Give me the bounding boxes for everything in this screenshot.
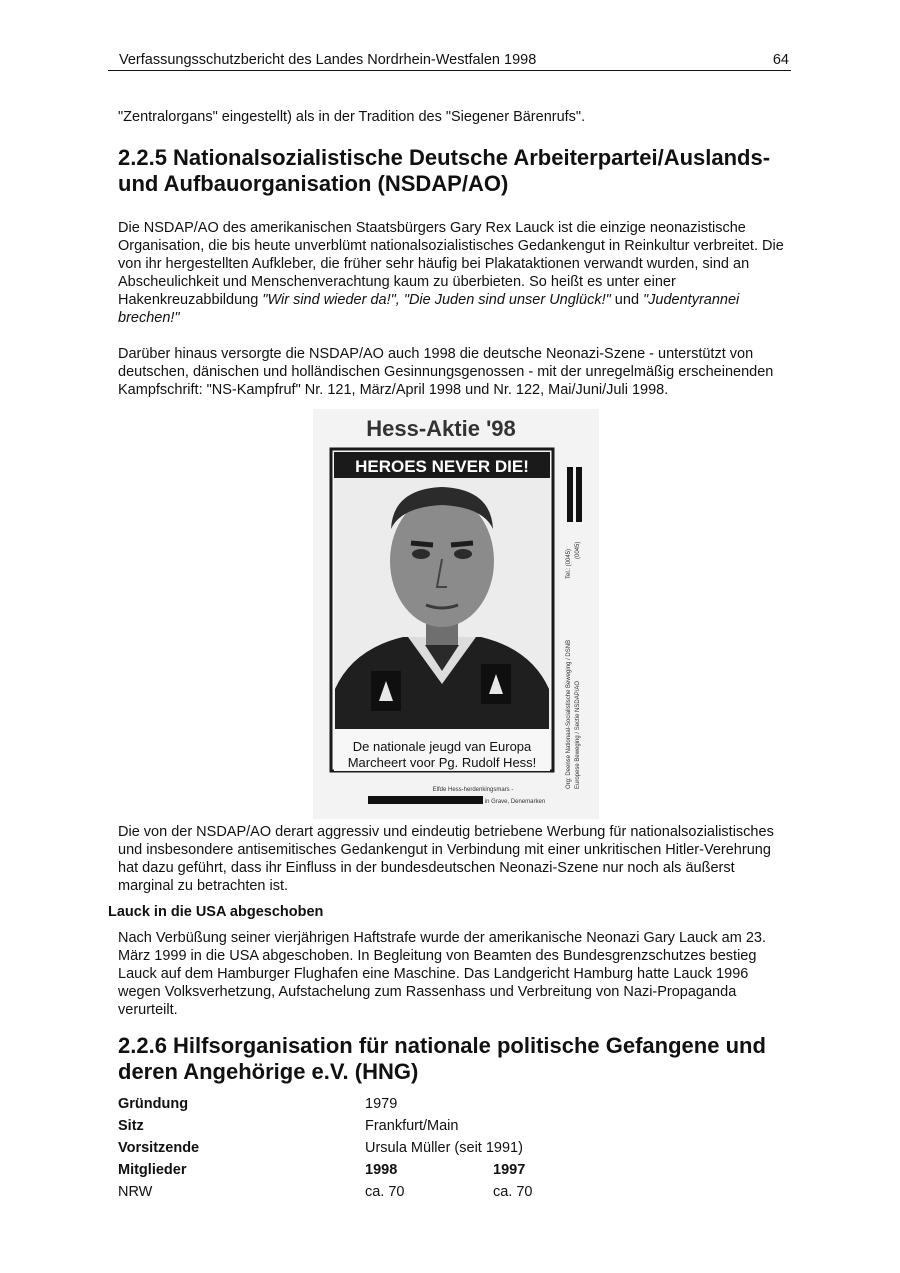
fact-value: 1979 (365, 1096, 398, 1112)
poster-footer-line2: in Grave, Denemarken (484, 799, 546, 805)
nsdap-p1-quote2: "Judentyrannei brechen!" (118, 292, 740, 326)
subsection-heading-lauck: Lauck in die USA abgeschoben (108, 904, 324, 920)
fact-label: Sitz (118, 1118, 144, 1134)
fact-value: Frankfurt/Main (365, 1118, 459, 1134)
members-count-1997: ca. 70 (493, 1184, 533, 1200)
page-number: 64 (772, 52, 789, 68)
table-row (118, 1181, 548, 1203)
table-row (118, 1093, 548, 1115)
hess-poster-image (313, 409, 599, 819)
page-header (108, 52, 791, 71)
nsdap-p1-text: Die NSDAP/AO des amerikanischen Staatsbürgers Gary Rex Lauck ist die einzige neonazistische Organisation, die bis heute unverblümt nationalsozialistisches Gedankengut in Reinkultur verbreitet. Die von ihr hergestellten Aufkleber, die früher sehr häufig bei Plakataktionen verwandt wurden, sind an Abscheulichkeit und Menschenverachtung kaum zu überbieten. So heißt es unter einer Hakenkreuzabbildung (118, 220, 784, 308)
section-heading-nsdap-line1: 2.2.5 Nationalsozialistische Deutsche Arbeiterpartei/Auslands- (118, 145, 771, 170)
members-year-1997: 1997 (493, 1162, 526, 1178)
section-heading-nsdap-line2: und Aufbauorganisation (NSDAP/AO) (118, 171, 509, 196)
poster-side-redaction2 (576, 467, 582, 522)
poster-caption-line2: Marcheert voor Pg. Rudolf Hess! (347, 755, 537, 770)
section-heading-hng-line2: deren Angehörige e.V. (HNG) (118, 1059, 419, 1084)
hng-facts-table (118, 1093, 548, 1203)
fact-label: Gründung (118, 1096, 189, 1112)
section-heading-hng-line1: 2.2.6 Hilfsorganisation für nationale politische Gefangene und (118, 1033, 766, 1058)
lauck-paragraph: Nach Verbüßung seiner vierjährigen Haftstrafe wurde der amerikanische Neonazi Gary Lauck am 23. März 1999 in die USA abgeschoben. In Begleitung von Beamten des Bundesgrenzschutzes bestieg Lauck auf dem Hamburger Flughafen eine Maschine. Das Landgericht Hamburg hatte Lauck 1996 wegen Volksverhetzung, Aufstachelung zum Rassenhass und Verbreitung von Nazi-Propaganda verurteilt. (118, 930, 766, 1018)
poster-side-tel2: (0045) (575, 541, 581, 559)
poster-redaction-bar (368, 796, 483, 804)
section-heading-hng (118, 1033, 790, 1085)
intro-text: "Zentralorgans" eingestellt) als in der Tradition des "Siegener Bärenrufs". (118, 109, 586, 125)
figure-container (118, 409, 790, 823)
members-count-1998: ca. 70 (365, 1184, 405, 1200)
nsdap-p1-and: und (610, 292, 644, 308)
region-label: NRW (118, 1184, 153, 1200)
members-year-1998: 1998 (365, 1162, 398, 1178)
table-row (118, 1115, 548, 1137)
table-row (118, 1137, 548, 1159)
poster-side-tel1: Tel.: (0045) (566, 548, 572, 579)
nsdap-paragraph-3: Die von der NSDAP/AO derart aggressiv und eindeutig betriebene Werbung für nationalsozialistisches und insbesondere antisemitisches Gedankengut in Verbindung mit einer unkritischen Hitler-Verehrung hat dazu geführt, dass ihr Einfluss in der bundesdeutschen Neonazi-Szene nur noch als äußerst marginal zu betrachten ist. (118, 824, 774, 894)
nsdap-p1-quote1: "Wir sind wieder da!", "Die Juden sind unser Unglück!" (262, 292, 611, 308)
poster-title: Hess-Aktie '98 (366, 416, 516, 441)
fact-label: Vorsitzende (118, 1140, 200, 1156)
poster-side-redaction1 (567, 467, 573, 522)
poster-side-text2: Europese Beweging / Sectie NSDAP/AO (575, 680, 581, 789)
poster-banner: HEROES NEVER DIE! (355, 457, 529, 476)
table-row (118, 1159, 548, 1181)
poster-side-text1: Org: Deense Nationaal-Socialistische Beweging / DSNB (566, 639, 572, 789)
poster-caption-line1: De nationale jeugd van Europa (352, 739, 532, 754)
nsdap-paragraph-1 (118, 219, 790, 327)
section-heading-nsdap (118, 145, 790, 197)
fact-value: Ursula Müller (seit 1991) (365, 1140, 523, 1156)
page-content (108, 108, 790, 1203)
nsdap-paragraph-2: Darüber hinaus versorgte die NSDAP/AO auch 1998 die deutsche Neonazi-Szene - unterstützt von deutschen, dänischen und holländischen Gesinnungsgenossen - mit der unregelmäßig erscheinenden Kampfschrift: "NS-Kampfruf" Nr. 121, März/April 1998 und Nr. 122, Mai/Juni/Juli 1998. (118, 346, 774, 398)
members-label: Mitglieder (118, 1162, 187, 1178)
report-title: Verfassungsschutzbericht des Landes Nordrhein-Westfalen 1998 (119, 52, 537, 68)
poster-footer-line1: Elfde Hess-herdenkingsmars - (432, 787, 514, 793)
